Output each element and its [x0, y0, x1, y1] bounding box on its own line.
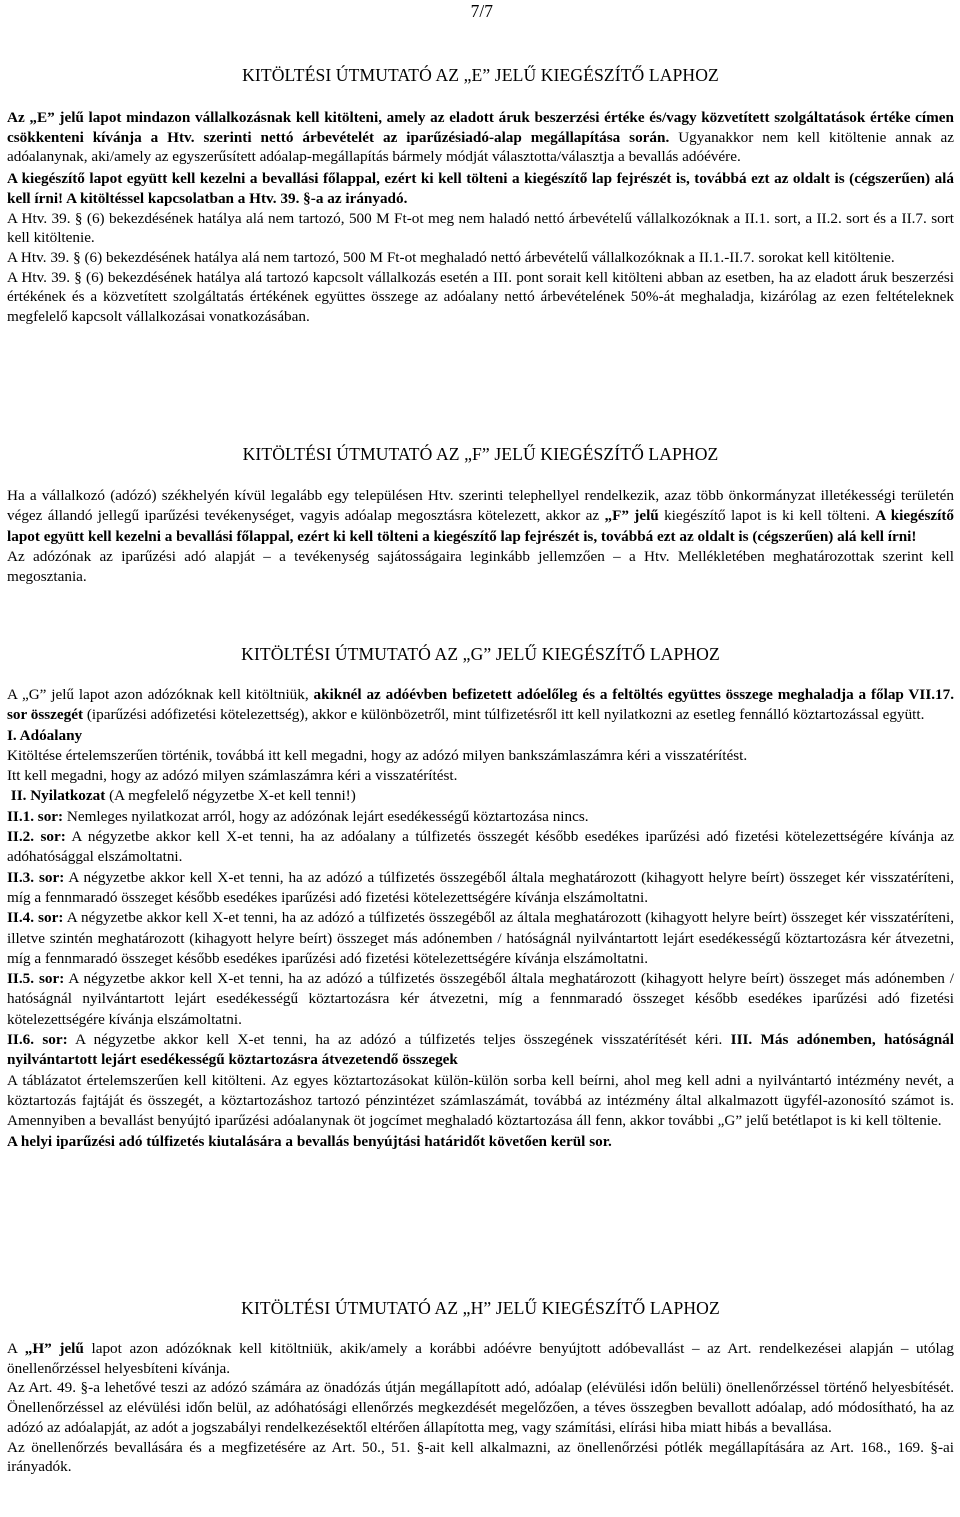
- section-h: [7, 1297, 954, 1477]
- section-g-i-paragraph-1: Kitöltése értelemszerűen történik, továbbá itt kell megadni, hogy az adózó milyen bankszámlaszámra kéri a visszatérítést.: [7, 746, 748, 764]
- row-text: A négyzetbe akkor kell X-et tenni, ha az adózó a túlfizetés teljes összegének visszatérítését kéri.: [67, 1031, 731, 1049]
- row-label: II.2. sor:: [7, 828, 66, 846]
- section-f-heading: KITÖLTÉSI ÚTMUTATÓ AZ „F” JELŰ KIEGÉSZÍTŐ LAPHOZ: [242, 444, 719, 464]
- section-g-iii-paragraph: A táblázatot értelemszerűen kell kitölteni. Az egyes köztartozásokat külön-külön sorba kell beírni, ahol meg kell adni a nyilvántartó intézmény nevét, a köztartozás fajtáját és összegét, a köztartozáshoz tartozó pénzintézet számlaszámát, továbbá az intézmény által alkalmazott ügyfél-azonosító számot is. Amennyiben a bevallást benyújtó iparűzési adóalanynak öt jogcímet meghaladó köztartozása áll fenn, akkor további „G” jelű betétlapot is ki kell töltenie.: [7, 1071, 954, 1130]
- section-g-closing-text: A helyi iparűzési adó túlfizetés kiutalására a bevallás benyújtási határidőt követően kerül sor.: [7, 1132, 612, 1150]
- section-g-body: [7, 685, 954, 1152]
- section-e-intro-text: Ugyanakkor nem kell kitöltenie annak az adóalanynak, aki/amely az egyszerűsített adóalap-megállapítás bármely módját választotta/választja a bevallás adóévére.: [7, 128, 954, 166]
- row-label: II.5. sor:: [7, 970, 65, 988]
- section-g-text-a: A „G” jelű lapot azon adózóknak kell kitöltniük,: [7, 686, 314, 703]
- section-g-row-ii1: [7, 807, 954, 827]
- row-text: A négyzetbe akkor kell X-et tenni, ha az adózó a túlfizetés összegéből általa meghatározott (kihagyott helyre beírt) összeget kér visszatéríteni, míg a fennmaradó összeget később esedékes iparűzési adó fizetési kötelezettségére kívánja elszámoltatni.: [7, 868, 954, 906]
- section-g-ii-title-rest: (A megfelelő négyzetbe X-et kell tenni!): [105, 787, 356, 805]
- section-e-paragraph-3: A Htv. 39. § (6) bekezdésének hatálya alá nem tartozó, 500 M Ft-ot meg nem haladó nettó árbevételű vállalkozóknak a II.1. sort, a II.2. sort és a II.7. sort kell kitöltenie.: [7, 209, 954, 247]
- section-h-paragraph-1: [7, 1339, 954, 1378]
- row-text: A négyzetbe akkor kell X-et tenni, ha az adózó a túlfizetés összegéből az általa meghatározott (kihagyott helyre beírt) összeget kér visszatéríteni, illetve szintén meghatározott (kihagyott helyre beírt) összeget más adónemben / hatóságnál nyilvántartott lejárt esedékességű köztartozásra kér átvezetni, míg a fennmaradó összeget később esedékes iparűzési adó fizetési kötelezettségére kívánja elszámoltatni.: [7, 909, 954, 967]
- section-e-body: [7, 108, 954, 327]
- section-g-ii-title-text: II. Nyilatkozat: [10, 787, 106, 805]
- section-f-bold-b: „F” jelű: [604, 507, 659, 525]
- section-g-iii-title: III. Más adónemben, hatóságnál nyilvántartott lejárt esedékességű köztartozásra átvezetendő összegek: [7, 1031, 954, 1069]
- section-g-paragraph-1: [7, 685, 954, 726]
- section-h-paragraph-2: Az Art. 49. §-a lehetővé teszi az adózó számára az önadózás útján megállapított adó, adóalap (elévülési időn belüli) önellenőrzéssel történő helyesbítését. Önellenőrzéssel az elévülési időn belül, az adóhatósági ellenőrzés megkezdését megelőzően, a téves összegben bevallott adóalap, adó módosítható, ha az adózó az adóalapját, az adót a jogszabályi rendelkezésektől eltérően állapította meg, vagy számítási, elírási hiba miatt hibás a bevallása.: [7, 1379, 954, 1436]
- section-g-bold-b: akiknél az adóévben befizetett adóelőleg és a feltöltés együttes összege meghaladja a főlap VII.17. sor összegét: [7, 686, 955, 724]
- row-text: Nemleges nyilatkozat arról, hogy az adózónak lejárt esedékességű köztartozása nincs.: [63, 807, 589, 825]
- section-h-text-a: A: [7, 1340, 25, 1357]
- row-text: A négyzetbe akkor kell X-et tenni, ha az adóalany a túlfizetés összegét később esedékes iparűzési adó fizetési kötelezettségére kívánja az adóhatósággal elszámoltatni.: [7, 828, 955, 866]
- page-number: 7/7: [470, 1, 493, 21]
- row-label: II.3. sor:: [7, 868, 65, 886]
- section-e-intro-bold: Az „E” jelű lapot mindazon vállalkozásnak kell kitölteni, amely az eladott áruk beszerzési értéke és/vagy közvetített szolgáltatások értéke címen csökkenteni kívánja a Htv. szerinti nettó árbevételét az iparűzésiadó-alap megállapítása során.: [7, 109, 954, 146]
- section-g-i-title: [7, 726, 954, 746]
- section-g-ii-title: [7, 786, 954, 806]
- section-g-row-ii5: [7, 969, 954, 1030]
- section-g: [7, 643, 954, 1152]
- section-f-body: [7, 486, 954, 587]
- section-e-paragraph-1: [7, 108, 954, 167]
- section-g-row-ii6: [7, 1030, 954, 1071]
- section-g-text-c: (iparűzési adófizetési kötelezettség), akkor e különbözetről, mint túlfizetésről itt kell nyilatkozni az esetleg fennálló köztartozással együtt.: [83, 706, 925, 724]
- section-h-text-c: lapot azon adózóknak kell kitöltniük, akik/amely a korábbi adóévre benyújtott adóbevallást – az Art. rendelkezései alapján – utólag önellenőrzéssel helyesbíteni kívánja.: [7, 1340, 954, 1377]
- row-label: II.4. sor:: [7, 909, 64, 927]
- section-h-heading: KITÖLTÉSI ÚTMUTATÓ AZ „H” JELŰ KIEGÉSZÍTŐ LAPHOZ: [241, 1298, 720, 1318]
- section-g-row-ii3: [7, 868, 954, 909]
- section-e-heading: KITÖLTÉSI ÚTMUTATÓ AZ „E” JELŰ KIEGÉSZÍTŐ LAPHOZ: [242, 65, 719, 85]
- row-label: II.6. sor:: [7, 1031, 68, 1049]
- section-e-instruction-bold: A kiegészítő lapot együtt kell kezelni a bevallási főlappal, ezért ki kell tölteni a kiegészítő lap fejrészét is, továbbá ezt az oldalt is (cégszerűen) alá kell írni! A kitöltéssel kapcsolatban a Htv. 39. §-a az irányadó.: [7, 170, 954, 207]
- section-h-bold-b: „H” jelű: [24, 1340, 84, 1357]
- section-f-text-a: Ha a vállalkozó (adózó) székhelyén kívül legalább egy településen Htv. szerinti telephellyel rendelkezik, azaz több önkormányzat illetékességi területén végez állandó jellegű iparűzési tevékenységet, vagyis adóalap megosztásra kötelezett, akkor az: [7, 487, 954, 525]
- section-g-heading: KITÖLTÉSI ÚTMUTATÓ AZ „G” JELŰ KIEGÉSZÍTŐ LAPHOZ: [241, 644, 720, 664]
- section-g-i-paragraph-2: Itt kell megadni, hogy az adózó milyen számlaszámra kéri a visszatérítést.: [7, 767, 458, 785]
- section-f-bold-d: A kiegészítő lapot együtt kell kezelni a bevallási főlappal, ezért ki kell tölteni a kiegészítő lap fejrészét is, továbbá ezt az oldalt is (cégszerűen) alá kell írni!: [7, 507, 954, 545]
- section-e-paragraph-2: [7, 169, 954, 208]
- section-g-i-title-text: I. Adóalany: [7, 726, 83, 744]
- section-g-row-ii4: [7, 908, 954, 969]
- row-text: A négyzetbe akkor kell X-et tenni, ha az adózó a túlfizetés összegéből általa meghatározott (kihagyott helyre beírt) összeget más adónemben / hatóságnál nyilvántartott lejárt esedékességű köztartozásra kér átvezetni, míg a fennmaradó összeget később esedékes iparűzési adó fizetési kötelezettségére kívánja elszámoltatni.: [7, 970, 954, 1028]
- section-h-paragraph-3: Az önellenőrzés bevallására és a megfizetésére az Art. 50., 51. §-ait kell alkalmazni, az önellenőrzési pótlék megállapítására az Art. 168., 169. §-ai irányadók.: [7, 1438, 954, 1476]
- section-e: [7, 64, 954, 327]
- row-label: II.1. sor:: [7, 807, 64, 825]
- section-f: [7, 443, 954, 587]
- section-f-text-c: kiegészítő lapot is ki kell tölteni.: [658, 507, 876, 525]
- section-g-row-ii2: [7, 827, 954, 868]
- section-e-paragraph-4: A Htv. 39. § (6) bekezdésének hatálya alá nem tartozó, 500 M Ft-ot meghaladó nettó árbevételű vállalkozóknak a II.1.-II.7. sorokat kell kitöltenie.: [7, 248, 895, 266]
- section-g-closing: [7, 1132, 954, 1152]
- section-f-paragraph-1: [7, 486, 954, 547]
- section-e-paragraph-5: A Htv. 39. § (6) bekezdésének hatálya alá tartozó kapcsolt vállalkozás esetén a III. pont sorait kell kitölteni abban az esetben, ha az eladott áruk beszerzési értékének és a közvetített szolgáltatás értékének együttes összege az adóalany nettó árbevételének 50%-át meghaladja, kizárólag az ezen feltételeknek megfelelő kapcsolt vállalkozásai vonatkozásában.: [7, 268, 954, 326]
- section-f-paragraph-2: Az adózónak az iparűzési adó alapját – a tevékenység sajátosságaira leginkább jellemzően – a Htv. Mellékletében meghatározottak szerint kell megosztania.: [7, 547, 954, 586]
- section-h-body: [7, 1339, 954, 1477]
